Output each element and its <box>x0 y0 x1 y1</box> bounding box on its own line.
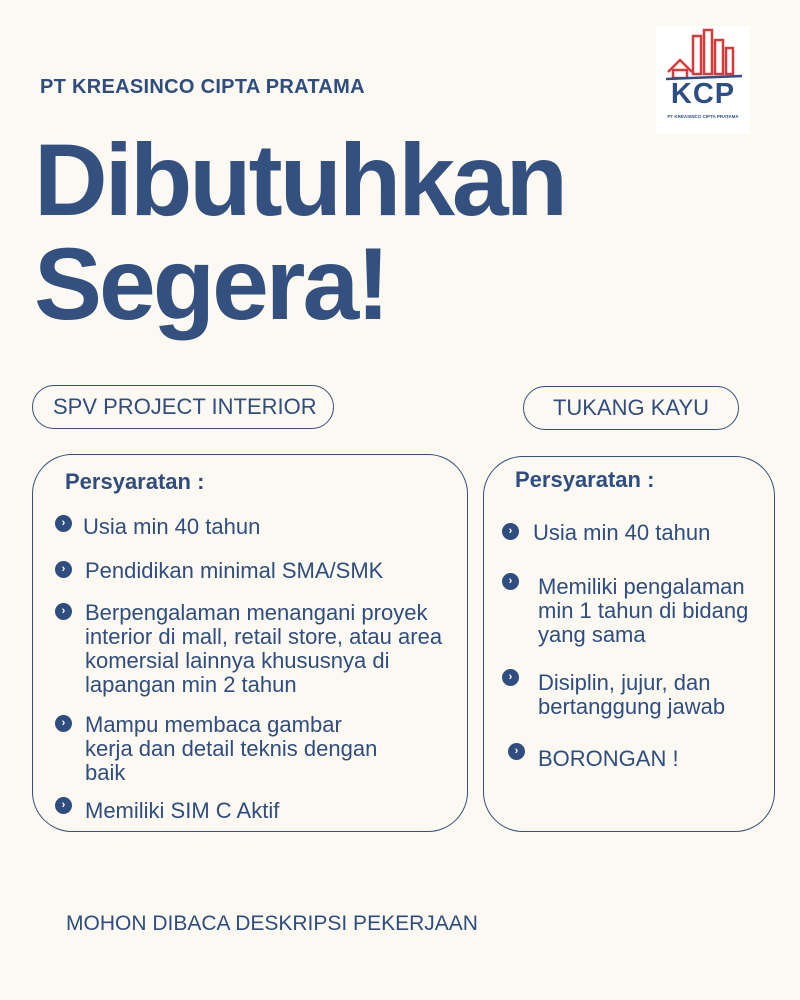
chevron-right-circle-icon: › <box>55 561 72 578</box>
logo-subtext: PT KREASINCO CIPTA PRATAMA <box>667 114 739 119</box>
headline <box>34 123 565 341</box>
chevron-right-circle-icon: › <box>55 515 72 532</box>
chevron-right-circle-icon: › <box>502 523 519 540</box>
headline-line2: Segera! <box>34 227 388 341</box>
logo-text: KCP <box>670 78 736 110</box>
headline-line1: Dibutuhkan <box>34 123 565 237</box>
company-logo <box>656 26 750 134</box>
chevron-right-circle-icon: › <box>502 573 519 590</box>
footer-note: MOHON DIBACA DESKRIPSI PEKERJAAN <box>66 912 478 935</box>
requirements-card-spv: Persyaratan : › Usia min 40 tahun › Pendidikan minimal SMA/SMK › Berpengalaman menangani proyek interior di mall, retail store, atau area komersial lainnya khususnya di lapangan min 2 tahun › Mampu membaca gambar kerja dan detail teknis dengan baik › Memiliki SIM C Aktif <box>32 454 468 832</box>
chevron-right-circle-icon: › <box>508 743 525 760</box>
chevron-right-circle-icon: › <box>502 669 519 686</box>
chevron-right-circle-icon: › <box>55 715 72 732</box>
requirements-card-tukang-kayu: Persyaratan : › Usia min 40 tahun › Memiliki pengalaman min 1 tahun di bidang yang sama › Disiplin, jujur, dan bertanggung jawab › BORONGAN ! <box>483 456 775 832</box>
position-title-tukang-kayu: TUKANG KAYU <box>523 386 739 430</box>
chevron-right-circle-icon: › <box>55 797 72 814</box>
position-title-spv: SPV PROJECT INTERIOR <box>32 385 334 429</box>
building-roof-logo-icon <box>656 26 750 86</box>
requirements-label: Persyaratan : <box>65 469 205 494</box>
chevron-right-circle-icon: › <box>55 603 72 620</box>
requirements-label: Persyaratan : <box>515 467 655 492</box>
company-name: PT KREASINCO CIPTA PRATAMA <box>40 76 365 98</box>
